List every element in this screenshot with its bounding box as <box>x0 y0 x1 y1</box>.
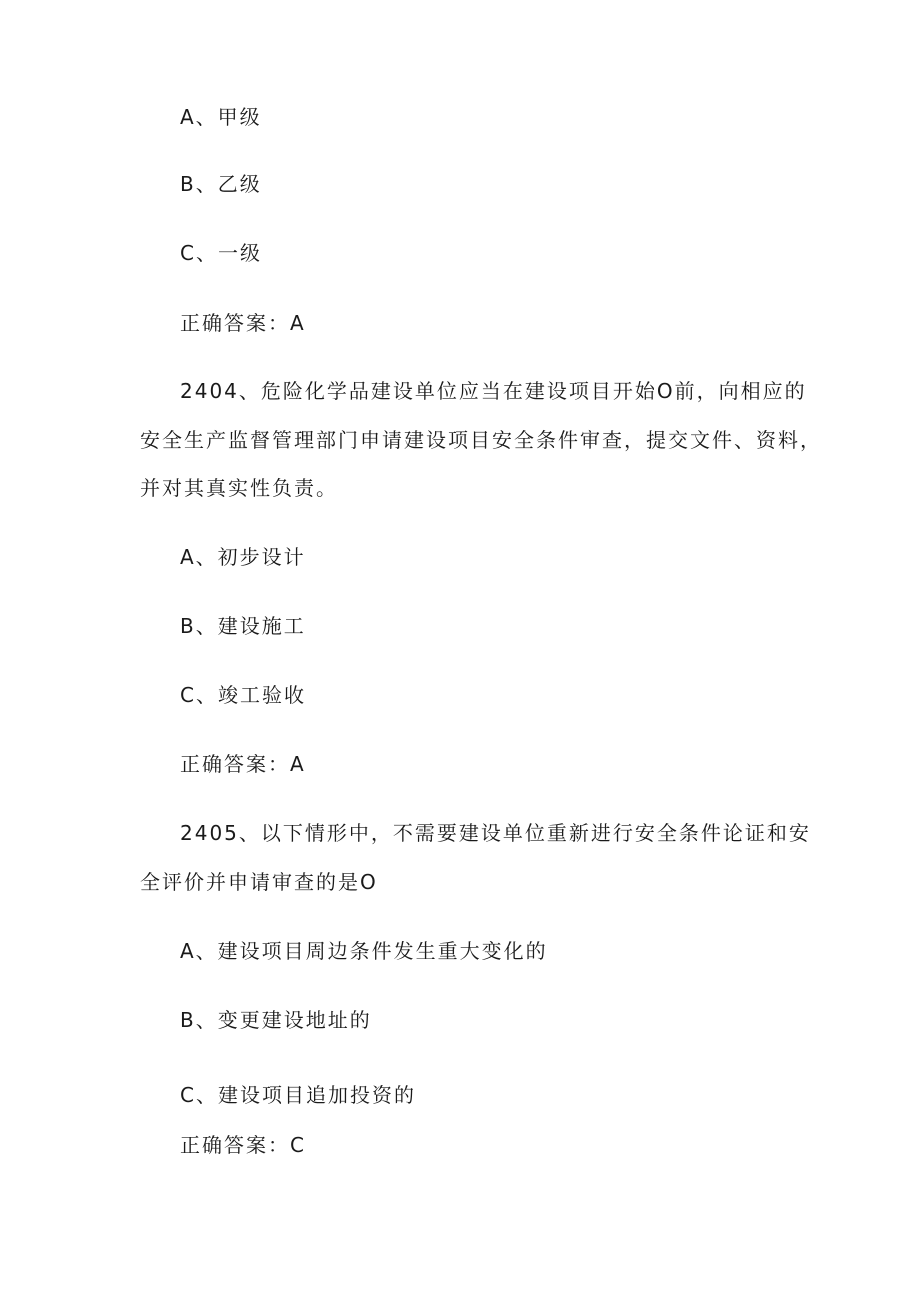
question-2404-line-3: 并对其真实性负责。 <box>140 476 338 500</box>
option-a: A、甲级 <box>180 105 262 129</box>
question-2405-option-a: A、建设项目周边条件发生重大变化的 <box>180 939 548 963</box>
answer: 正确答案：A <box>180 311 306 335</box>
question-2404-answer: 正确答案：A <box>180 752 306 776</box>
question-2404-line-2: 安全生产监督管理部门申请建设项目安全条件审查，提交文件、资料， <box>140 428 822 452</box>
question-2405-answer: 正确答案：C <box>180 1133 306 1157</box>
question-2405-line-1: 2405、以下情形中，不需要建设单位重新进行安全条件论证和安 <box>180 821 811 845</box>
question-2404-line-1: 2404、危险化学品建设单位应当在建设项目开始O前，向相应的 <box>180 379 807 403</box>
question-2405-option-c: C、建设项目追加投资的 <box>180 1083 416 1107</box>
question-2404-option-c: C、竣工验收 <box>180 683 306 707</box>
question-2404-option-a: A、初步设计 <box>180 545 306 569</box>
option-c: C、一级 <box>180 241 262 265</box>
question-2404-option-b: B、建设施工 <box>180 614 306 638</box>
question-2405-option-b: B、变更建设地址的 <box>180 1008 372 1032</box>
question-2405-line-2: 全评价并申请审查的是O <box>140 870 378 894</box>
option-b: B、乙级 <box>180 172 262 196</box>
